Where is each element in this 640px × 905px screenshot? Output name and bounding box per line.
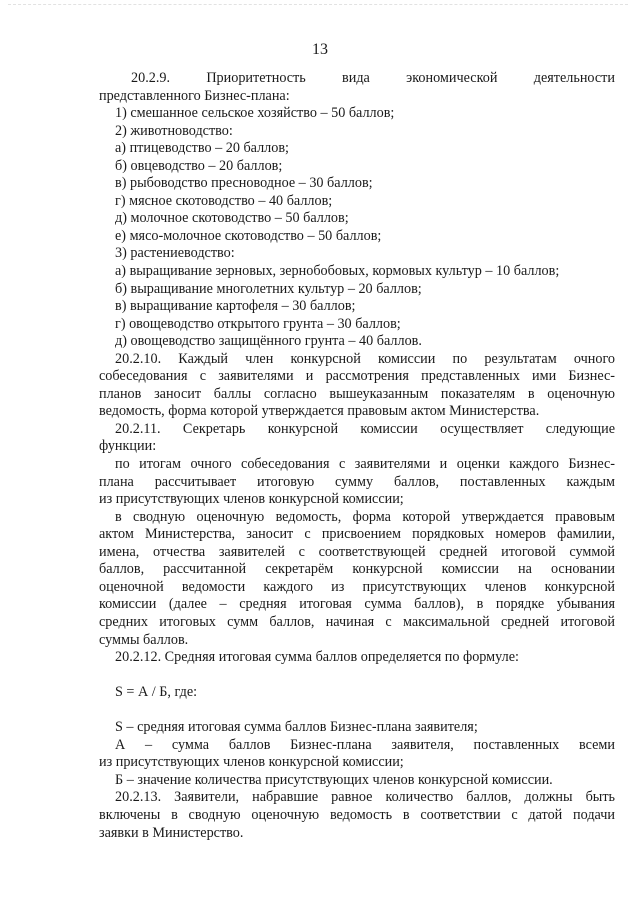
list-item: б) выращивание многолетних культур – 20 баллов; [115, 280, 422, 297]
list-item: а) выращивание зерновых, зернобобовых, кормовых культур – 10 баллов; [115, 263, 560, 280]
paragraph-line: собеседования с заявителями и рассмотрения представленных ими Бизнес- [99, 368, 615, 385]
paragraph-line: плана рассчитывает итоговую сумму баллов, поставленных каждым [99, 473, 615, 490]
definition-line: S – средняя итоговая сумма баллов Бизнес-плана заявителя; [115, 719, 478, 736]
paragraph-line: ведомость, форма которой утверждается правовым актом Министерства. [99, 403, 540, 420]
document-body [99, 70, 615, 842]
list-item: д) овощеводство защищённого грунта – 40 баллов. [115, 333, 422, 350]
paragraph-line: средних итоговых сумм баллов, начиная с максимальной средней итоговой [99, 613, 615, 630]
paragraph-line: заявки в Министерство. [99, 824, 244, 841]
paragraph-line: включены в сводную оценочную ведомость в соответствии с датой подачи [99, 806, 615, 823]
list-item: 2) животноводство: [115, 122, 233, 139]
list-item: е) мясо-молочное скотоводство – 50 баллов; [115, 227, 382, 244]
paragraph-line: планов заносит баллы согласно вышеуказанным показателям в оценочную [99, 385, 615, 402]
paragraph-line: функции: [99, 438, 157, 455]
section-number: 20.2.9. [131, 70, 171, 86]
paragraph-line: 20.2.10. Каждый член конкурсной комиссии по результатам очного [115, 350, 615, 367]
paragraph-line: оценочной ведомости каждого из присутствующих членов конкурсной [99, 578, 615, 595]
list-item: 3) растениеводство: [115, 245, 235, 262]
list-item: б) овцеводство – 20 баллов; [115, 157, 283, 174]
section-20-2-12 [99, 649, 615, 789]
paragraph-line: баллов, рассчитанной секретарём конкурсной комиссии на основании [99, 561, 615, 578]
list-item: а) птицеводство – 20 баллов; [115, 140, 289, 157]
section-20-2-11 [99, 421, 615, 649]
paragraph-line: из присутствующих членов конкурсной комиссии; [99, 491, 404, 508]
definition-line: Б – значение количества присутствующих членов конкурсной комиссии. [115, 771, 553, 788]
scan-edge-artifact [8, 4, 628, 8]
section-20-2-10 [99, 351, 615, 421]
paragraph-line: комиссии (далее – средняя итоговая сумма баллов), в порядке убывания [99, 596, 615, 613]
page-number: 13 [312, 41, 328, 58]
paragraph-line: 20.2.11. Секретарь конкурсной комиссии осуществляет следующие [115, 420, 615, 437]
list-item: г) мясное скотоводство – 40 баллов; [115, 192, 333, 209]
list-item: д) молочное скотоводство – 50 баллов; [115, 210, 349, 227]
paragraph-line: суммы баллов. [99, 631, 189, 648]
heading-word: экономической [406, 70, 498, 86]
paragraph-line: имена, отчества заявителей с соответствующей средней итоговой суммой [99, 543, 615, 560]
paragraph-line: актом Министерства, заносит с присвоением порядковых номеров фамилии, [99, 526, 615, 543]
list-item: г) овощеводство открытого грунта – 30 баллов; [115, 315, 401, 332]
formula: S = А / Б, где: [115, 684, 198, 701]
paragraph-line: 20.2.13. Заявители, набравшие равное количество баллов, должны быть [115, 789, 615, 806]
heading-word: вида [342, 70, 370, 86]
list-item: 1) смешанное сельское хозяйство – 50 баллов; [115, 105, 395, 122]
section-20-2-9-heading [115, 70, 615, 88]
paragraph-line: 20.2.12. Средняя итоговая сумма баллов определяется по формуле: [115, 649, 519, 666]
heading-word: Приоритетность [206, 70, 306, 86]
definition-line: из присутствующих членов конкурсной комиссии; [99, 754, 404, 771]
heading-word: деятельности [533, 70, 615, 86]
blank-line [99, 667, 615, 685]
paragraph-line: по итогам очного собеседования с заявителями и оценки каждого Бизнес- [115, 456, 615, 473]
section-20-2-13 [99, 789, 615, 842]
section-20-2-9-heading-cont: представленного Бизнес-плана: [99, 87, 290, 104]
list-item: в) выращивание картофеля – 30 баллов; [115, 298, 356, 315]
list-item: в) рыбоводство пресноводное – 30 баллов; [115, 175, 373, 192]
definition-line: А – сумма баллов Бизнес-плана заявителя, поставленных всеми [115, 736, 615, 753]
blank-line [99, 702, 615, 720]
paragraph-line: в сводную оценочную ведомость, форма которой утверждается правовым [115, 508, 615, 525]
